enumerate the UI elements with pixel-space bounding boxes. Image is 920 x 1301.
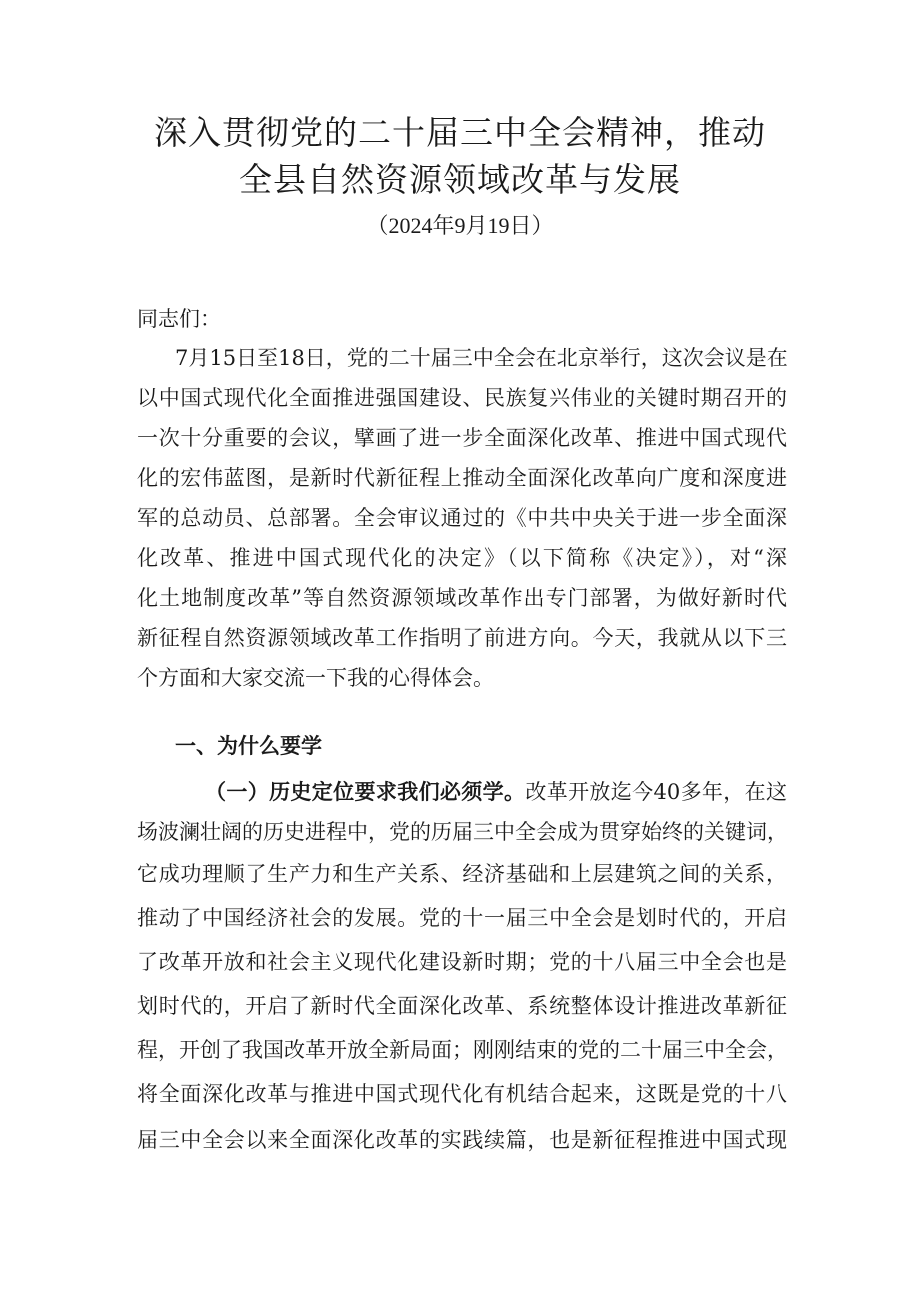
paragraph-line: 个方面和大家交流一下我的心得体会。 <box>137 666 494 690</box>
subsection-text: 改革开放迄今40多年，在这 <box>525 780 788 804</box>
paragraph-line: 新征程自然资源领域改革工作指明了前进方向。今天，我就从以下三 <box>137 626 787 650</box>
paragraph-line: 程，开创了我国改革开放全新局面；刚刚结束的党的二十届三中全会， <box>137 1038 788 1062</box>
document-title-line-2: 全县自然资源领域改革与发展 <box>239 160 681 199</box>
paragraph-line: 推动了中国经济社会的发展。党的十一届三中全会是划时代的，开启 <box>137 906 787 930</box>
salutation: 同志们： <box>137 307 221 331</box>
paragraph-line: 将全面深化改革与推进中国式现代化有机结合起来，这既是党的十八 <box>137 1082 787 1106</box>
subsection-first-line <box>205 774 787 810</box>
paragraph-line: 化改革、推进中国式现代化的决定》（以下简称《决定》），对“深 <box>137 546 787 570</box>
paragraph-line: 一次十分重要的会议，擘画了进一步全面深化改革、推进中国式现代 <box>137 426 787 450</box>
paragraph-line: 届三中全会以来全面深化改革的实践续篇，也是新征程推进中国式现 <box>137 1128 787 1152</box>
paragraph-line: 7月15日至18日，党的二十届三中全会在北京举行，这次会议是在 <box>175 346 788 370</box>
subsection-heading: （一）历史定位要求我们必须学。 <box>205 780 526 804</box>
document-title-line-1: 深入贯彻党的二十届三中全会精神，推动 <box>154 113 766 152</box>
document-date: （2024年9月19日） <box>366 213 554 238</box>
paragraph-line: 它成功理顺了生产力和生产关系、经济基础和上层建筑之间的关系， <box>137 862 787 886</box>
paragraph-line: 军的总动员、总部署。全会审议通过的《中共中央关于进一步全面深 <box>137 506 787 530</box>
paragraph-line: 了改革开放和社会主义现代化建设新时期；党的十八届三中全会也是 <box>137 950 787 974</box>
paragraph-line: 以中国式现代化全面推进强国建设、民族复兴伟业的关键时期召开的 <box>137 386 787 410</box>
paragraph-line: 划时代的，开启了新时代全面深化改革、系统整体设计推进改革新征 <box>137 994 787 1018</box>
paragraph-line: 场波澜壮阔的历史进程中，党的历届三中全会成为贯穿始终的关键词， <box>137 820 788 844</box>
paragraph-line: 化的宏伟蓝图，是新时代新征程上推动全面深化改革向广度和深度进 <box>137 466 787 490</box>
paragraph-line: 化土地制度改革”等自然资源领域改革作出专门部署，为做好新时代 <box>137 586 787 610</box>
section-heading: 一、为什么要学 <box>175 734 322 758</box>
